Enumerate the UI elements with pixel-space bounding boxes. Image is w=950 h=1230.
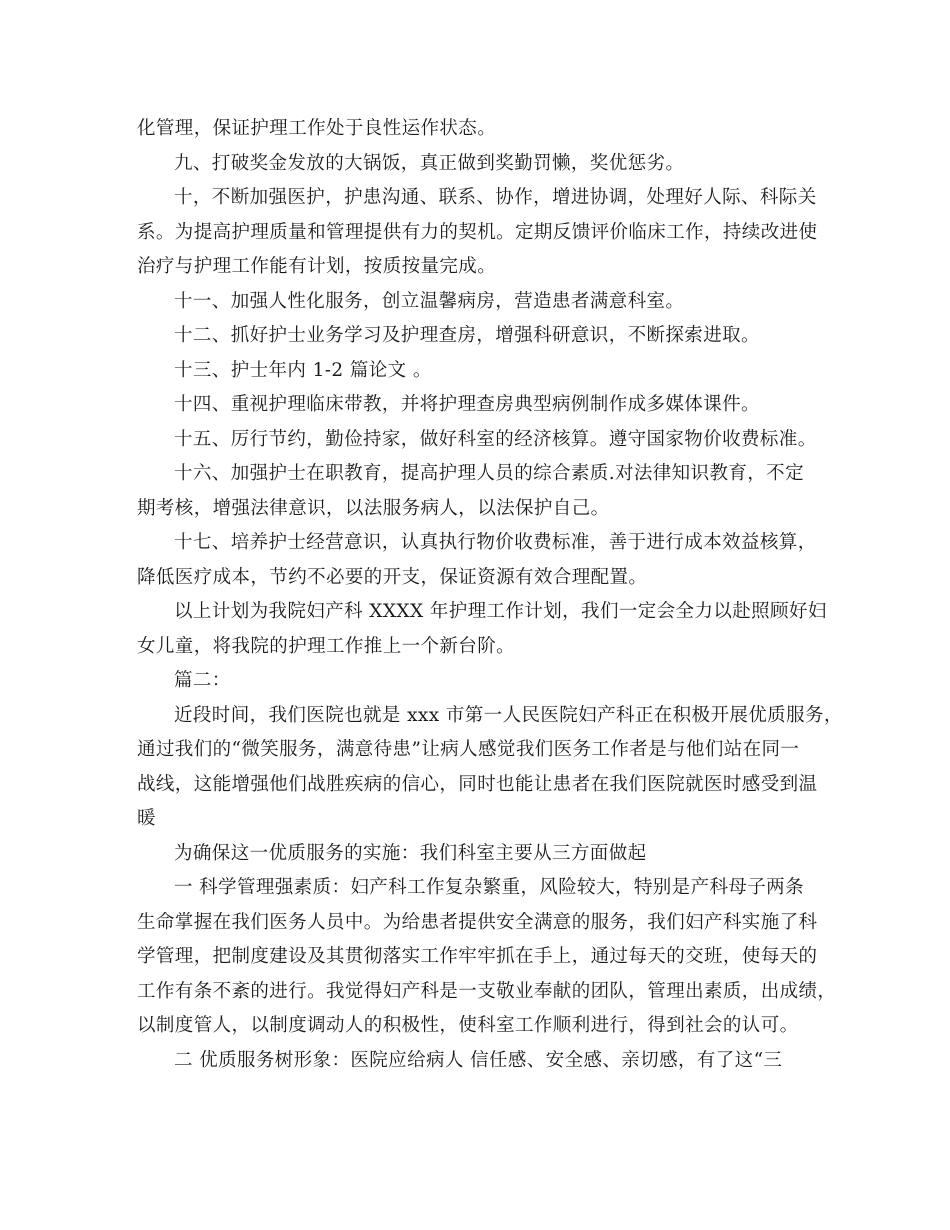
text-line: 战线，这能增强他们战胜疾病的信心，同时也能让患者在我们医院就医时感受到温	[137, 773, 818, 795]
text-line: 工作有条不紊的进行。我觉得妇产科是一支敬业奉献的团队，管理出素质，出成绩，	[137, 980, 837, 1002]
text-line: 十一、加强人性化服务，创立温馨病房，营造患者满意科室。	[174, 290, 685, 312]
text-line: 女儿童，将我院的护理工作推上一个新台阶。	[137, 635, 516, 657]
text-line: 一 科学管理强素质：妇产科工作复杂繁重，风险较大，特别是产科母子两条	[174, 877, 804, 898]
text-line: 生命掌握在我们医务人员中。为给患者提供安全满意的服务，我们妇产科实施了科	[137, 911, 818, 933]
text-line: 期考核，增强法律意识，以法服务病人，以法保护自己。	[137, 497, 610, 519]
text-line: 暖	[137, 808, 156, 829]
text-line: 以上计划为我院妇产科 XXXX 年护理工作计划，我们一定会全力以赴照顾好妇	[174, 601, 827, 622]
text-line: 以制度管人，以制度调动人的积极性，使科室工作顺利进行，得到社会的认可。	[137, 1015, 799, 1036]
text-line: 治疗与护理工作能有计划，按质按量完成。	[137, 256, 497, 277]
text-line: 九、打破奖金发放的大锅饭，真正做到奖勤罚懒，奖优惩劣。	[174, 152, 685, 174]
text-line: 十三、护士年内 1-2 篇论文 。	[174, 359, 432, 381]
text-line: 十四、重视护理临床带教，并将护理查房典型病例制作成多媒体课件。	[174, 394, 760, 415]
text-line: 十七、培养护士经营意识，认真执行物价收费标准，善于进行成本效益核算，	[174, 532, 817, 553]
text-line: 为确保这一优质服务的实施：我们科室主要从三方面做起	[174, 842, 647, 864]
text-line: 十五、厉行节约，勤俭持家，做好科室的经济核算。遵守国家物价收费标准。	[174, 428, 817, 450]
text-line: 学管理，把制度建设及其贯彻落实工作牢牢抓在手上，通过每天的交班，使每天的	[137, 946, 818, 967]
text-line: 十二、抓好护士业务学习及护理查房，增强科研意识，不断探索进取。	[174, 325, 760, 346]
text-line: 降低医疗成本，节约不必要的开支，保证资源有效合理配置。	[137, 566, 648, 588]
text-line: 十，不断加强医护，护患沟通、联系、协作，增进协调，处理好人际、科际关	[174, 187, 817, 208]
text-line: 十六、加强护士在职教育，提高护理人员的综合素质.对法律知识教育，不定	[174, 463, 804, 484]
text-line: 近段时间，我们医院也就是 xxx 市第一人民医院妇产科正在积极开展优质服务，	[174, 704, 843, 726]
text-line: 系。为提高护理质量和管理提供有力的契机。定期反馈评价临床工作，持续改进使	[137, 221, 818, 243]
document-body	[137, 112, 843, 1078]
text-line: 化管理，保证护理工作处于良性运作状态。	[137, 118, 497, 139]
text-line: 通过我们的“微笑服务，满意待患”让病人感觉我们医务工作者是与他们站在同一	[137, 739, 800, 760]
text-line: 篇二：	[174, 670, 231, 691]
text-line: 二 优质服务树形象：医院应给病人 信任感、安全感、亲切感，有了这“三	[174, 1049, 783, 1071]
